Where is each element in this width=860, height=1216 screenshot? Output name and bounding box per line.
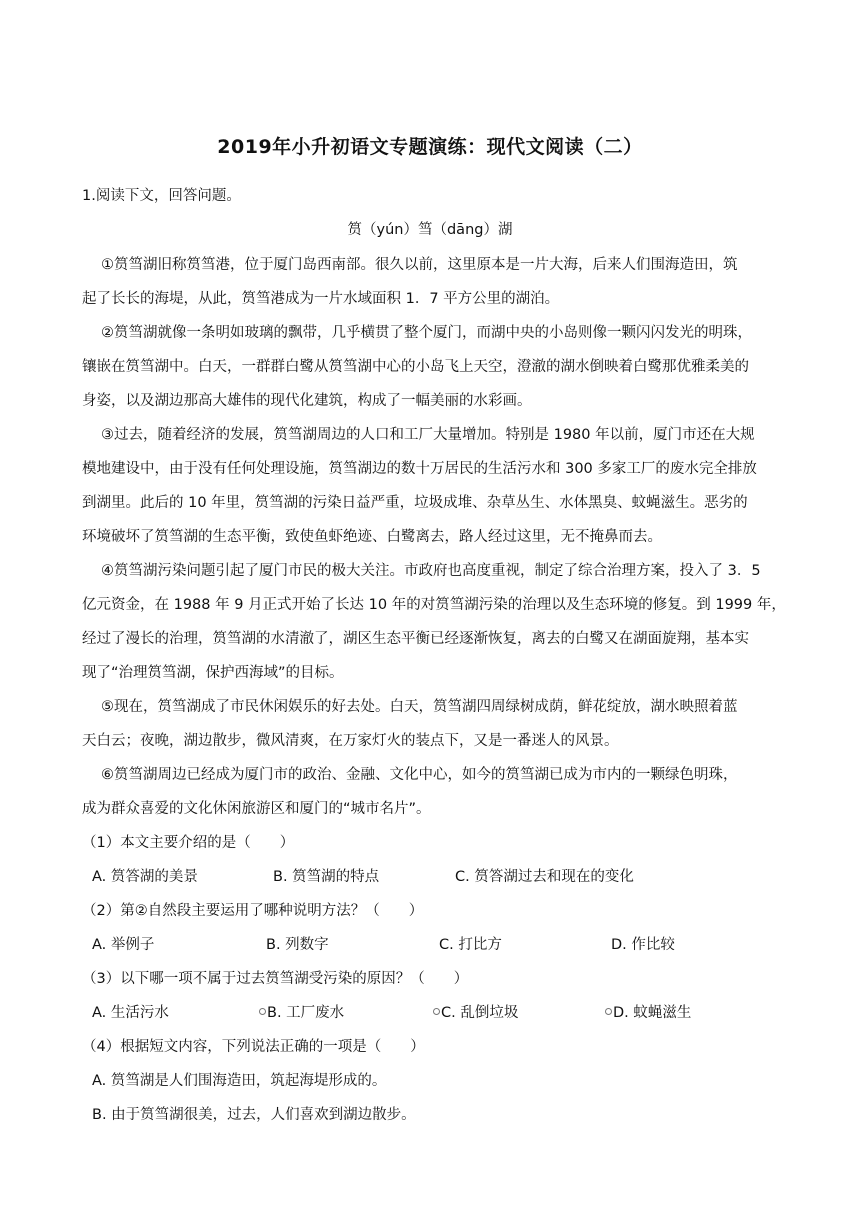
paragraph-5-line-1: ⑤现在，筼筜湖成了市民休闲娱乐的好去处。白天，筼筜湖四周绿树成荫，鲜花绽放，湖水映照着蓝 xyxy=(101,699,738,715)
paragraph-4-line-4: 现了“治理筼筜湖，保护西海域”的目标。 xyxy=(82,665,344,681)
paragraph-2-line-2: 镶嵌在筼筜湖中。白天，一群群白鹭从筼筜湖中心的小岛飞上天空，澄澈的湖水倒映着白鹭那优雅柔美的 xyxy=(82,359,749,375)
question-1-option-a[interactable]: A. 筼答湖的美景 xyxy=(92,869,198,885)
question-3-stem: （3）以下哪一项不属于过去筼筜湖受污染的原因？（ ） xyxy=(82,971,469,987)
radio-icon xyxy=(605,1008,612,1015)
question-intro: 1.阅读下文，回答问题。 xyxy=(82,188,241,204)
question-1-option-b[interactable]: B. 筼筜湖的特点 xyxy=(273,869,380,885)
question-4-stem: （4）根据短文内容，下列说法正确的一项是（ ） xyxy=(82,1039,425,1055)
paragraph-4-line-1: ④筼筜湖污染问题引起了厦门市民的极大关注。市政府也高度重视，制定了综合治理方案，投入了 3．5 xyxy=(101,563,761,579)
question-3-option-c-wrap[interactable] xyxy=(433,1003,518,1023)
paragraph-6-line-2: 成为群众喜爱的文化休闲旅游区和厦门的“城市名片”。 xyxy=(82,801,431,817)
question-2-stem: （2）第②自然段主要运用了哪种说明方法？（ ） xyxy=(82,903,424,919)
question-2-option-b[interactable]: B. 列数字 xyxy=(266,937,329,953)
question-3-option-b: B. 工厂废水 xyxy=(267,1005,345,1021)
question-1-option-c[interactable]: C. 筼答湖过去和现在的变化 xyxy=(455,869,634,885)
paragraph-6-line-1: ⑥筼筜湖周边已经成为厦门市的政治、金融、文化中心，如今的筼筜湖已成为市内的一颗绿色明珠， xyxy=(101,767,738,783)
paragraph-1-line-2: 起了长长的海堤，从此，筼筜港成为一片水域面积 1．7 平方公里的湖泊。 xyxy=(82,291,560,307)
question-3-option-c: C. 乱倒垃圾 xyxy=(441,1005,519,1021)
question-2-option-d[interactable]: D. 作比较 xyxy=(611,937,675,953)
question-3-option-d: D. 蚊蝇滋生 xyxy=(613,1005,692,1021)
passage-title: 筼（yún）筜（dāng）湖 xyxy=(347,222,513,238)
question-1-stem: （1）本文主要介绍的是（ ） xyxy=(82,835,295,851)
question-2-option-c[interactable]: C. 打比方 xyxy=(439,937,502,953)
radio-icon xyxy=(433,1008,440,1015)
paragraph-3-line-4: 环境破坏了筼筜湖的生态平衡，致使鱼虾绝迹、白鹭离去，路人经过这里，无不掩鼻而去。 xyxy=(82,529,662,545)
question-3-option-d-wrap[interactable] xyxy=(605,1003,691,1023)
question-3-option-b-wrap[interactable] xyxy=(259,1003,344,1023)
paragraph-4-line-2: 亿元资金，在 1988 年 9 月正式开始了长达 10 年的对筼筜湖污染的治理以及生态环境的修复。到 1999 年， xyxy=(82,597,786,613)
paragraph-2-line-1: ②筼筜湖就像一条明如玻璃的飘带，几乎横贯了整个厦门，而湖中央的小岛则像一颗闪闪发光的明珠， xyxy=(101,325,752,341)
question-4-option-a[interactable]: A. 筼筜湖是人们围海造田，筑起海堤形成的。 xyxy=(92,1073,387,1089)
paragraph-3-line-3: 到湖里。此后的 10 年里，筼筜湖的污染日益严重，垃圾成堆、杂草丛生、水体黑臭、蚊蝇滋生。恶劣的 xyxy=(82,495,748,511)
question-3-option-a[interactable]: A. 生活污水 xyxy=(92,1005,169,1021)
paragraph-5-line-2: 天白云；夜晚，湖边散步，微风清爽，在万家灯火的装点下，又是一番迷人的风景。 xyxy=(82,733,619,749)
paragraph-1-line-1: ①筼筜湖旧称筼筜港，位于厦门岛西南部。很久以前，这里原本是一片大海，后来人们围海造田，筑 xyxy=(101,257,738,273)
paragraph-3-line-2: 模地建设中，由于没有任何处理设施，筼筜湖边的数十万居民的生活污水和 300 多家工厂的废水完全排放 xyxy=(82,461,757,477)
paragraph-4-line-3: 经过了漫长的治理，筼筜湖的水清澈了，湖区生态平衡已经逐渐恢复，离去的白鹭又在湖面旋翔，基本实 xyxy=(82,631,749,647)
radio-icon xyxy=(259,1008,266,1015)
document-title: 2019年小升初语文专题演练：现代文阅读（二） xyxy=(217,136,643,158)
paragraph-2-line-3: 身姿，以及湖边那高大雄伟的现代化建筑，构成了一幅美丽的水彩画。 xyxy=(82,393,532,409)
question-2-option-a[interactable]: A. 举例子 xyxy=(92,937,155,953)
paragraph-3-line-1: ③过去，随着经济的发展，筼筜湖周边的人口和工厂大量增加。特别是 1980 年以前，厦门市还在大规 xyxy=(101,427,755,443)
question-4-option-b[interactable]: B. 由于筼筜湖很美，过去，人们喜欢到湖边散步。 xyxy=(92,1107,416,1123)
